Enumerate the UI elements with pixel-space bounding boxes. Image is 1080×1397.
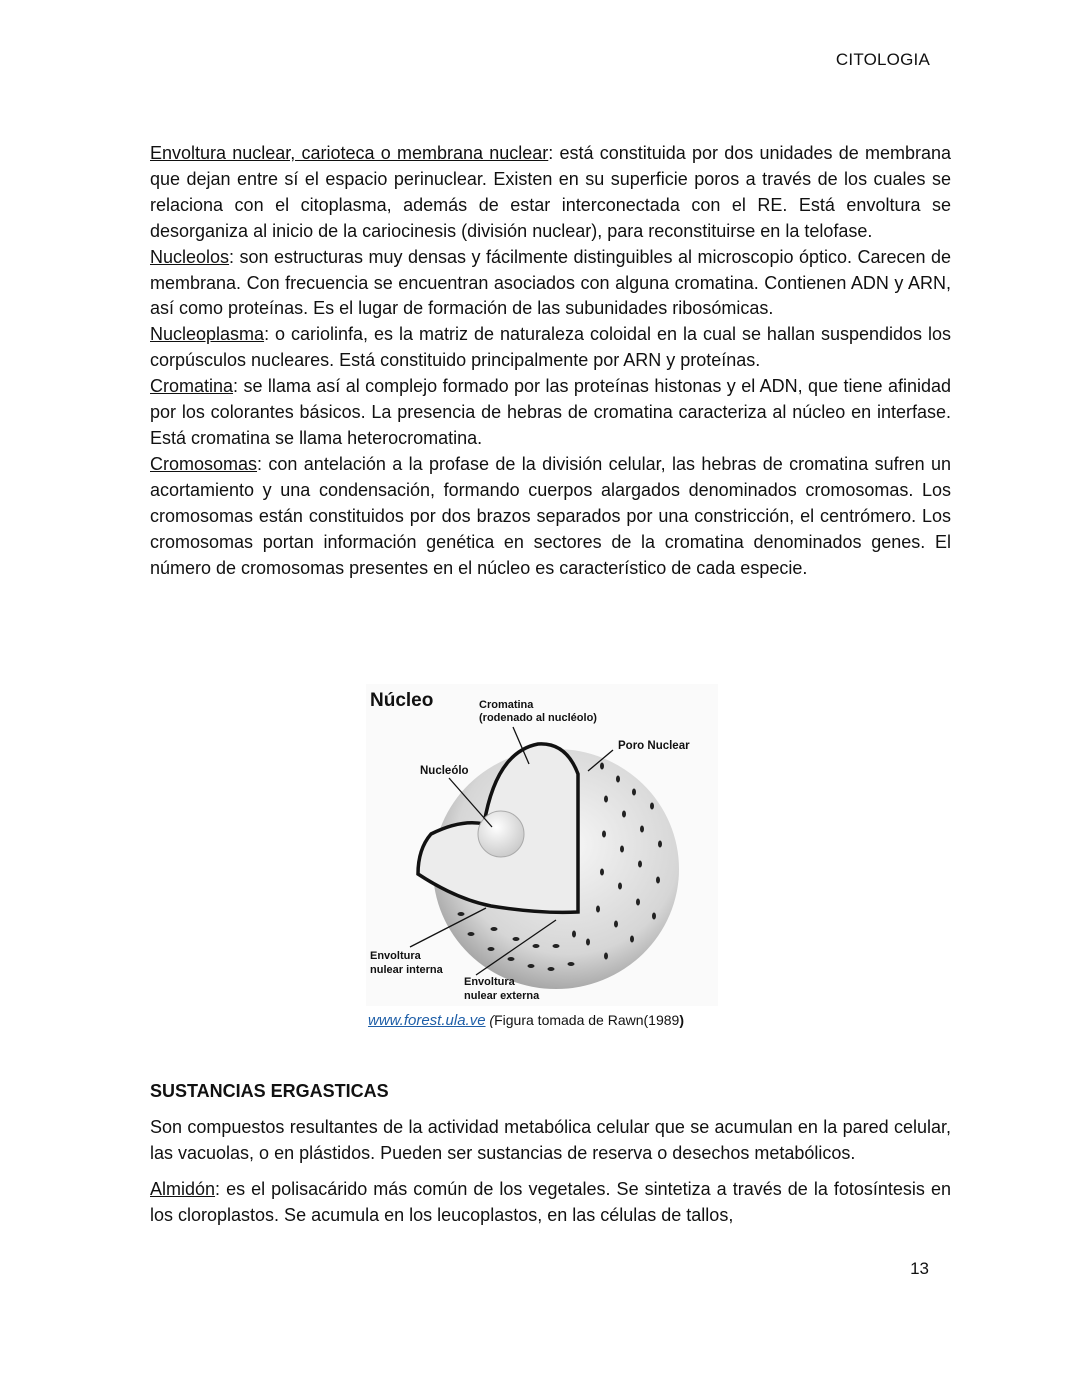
caption-text: Figura tomada de Rawn(1989 bbox=[494, 1012, 680, 1028]
paragraph-text: : es el polisacárido más común de los vegetales. Se sintetiza a través de la fotosíntesis en los cloroplastos. Se acumula en los leucoplastos, en las células de tallos, bbox=[150, 1178, 951, 1225]
page-number: 13 bbox=[910, 1259, 929, 1278]
paragraph-nucleoplasma bbox=[150, 322, 951, 374]
section-heading: SUSTANCIAS ERGASTICAS bbox=[150, 1081, 389, 1101]
paragraph-text: : o cariolinfa, es la matriz de naturaleza coloidal en la cual se hallan suspendidos los corpúsculos nucleares. Está constituido principalmente por ARN y proteínas. bbox=[150, 324, 951, 371]
caption-paren-close: ) bbox=[679, 1012, 685, 1028]
figure-title: Núcleo bbox=[370, 690, 434, 711]
body-text bbox=[150, 141, 951, 581]
label-envoltura-externa-sub: nulear externa bbox=[464, 990, 540, 1002]
label-envoltura-interna-sub: nulear interna bbox=[370, 964, 443, 976]
term-envoltura: Envoltura nuclear, carioteca o membrana nuclear bbox=[150, 143, 549, 163]
label-cromatina: Cromatina bbox=[479, 699, 534, 711]
term-cromatina: Cromatina bbox=[150, 376, 234, 397]
paragraph-text: : se llama así al complejo formado por las proteínas histonas y el ADN, que tiene afinidad por los colorantes básicos. La presencia de hebras de cromatina caracteriza al núcleo en interfase. Está cromatina se llama heterocromatina. bbox=[150, 376, 951, 448]
label-envoltura-interna: Envoltura bbox=[370, 950, 421, 962]
term-nucleolos: Nucleolos bbox=[150, 246, 230, 267]
paragraph-almidon bbox=[150, 1177, 951, 1229]
paragraph-text: : con antelación a la profase de la división celular, las hebras de cromatina sufren un acortamiento y una condensación, formando cuerpos alargados denominados cromosomas. Los cromosomas están constituidos por dos brazos separados por una constricción, el centrómero. Los cromosomas portan información genética en sectores de la cromatina denominados genes. El número de cromosomas presentes en el núcleo es característico de cada especie. bbox=[150, 453, 951, 578]
nucleus-diagram-icon bbox=[366, 684, 718, 1006]
paragraph-text: : son estructuras muy densas y fácilmente distinguibles al microscopio óptico. Carecen de membrana. Con frecuencia se encuentran asociados con alguna cromatina. Contienen ADN y ARN, así como proteínas. Es el lugar de formación de las subunidades ribosómicas. bbox=[150, 246, 951, 319]
term-cromosomas: Cromosomas bbox=[150, 453, 258, 474]
paragraph-cromatina bbox=[150, 374, 951, 452]
label-envoltura-externa: Envoltura bbox=[464, 976, 515, 988]
paragraph-envoltura bbox=[150, 141, 951, 245]
nucleus-figure bbox=[366, 684, 718, 1006]
section-sustancias-ergasticas bbox=[150, 1079, 951, 1239]
term-nucleoplasma: Nucleoplasma bbox=[150, 324, 265, 345]
source-link[interactable]: www.forest.ula.ve bbox=[368, 1012, 486, 1029]
paragraph-nucleolos bbox=[150, 245, 951, 323]
paragraph-cromosomas bbox=[150, 452, 951, 582]
caption-paren: ( bbox=[485, 1012, 495, 1028]
label-cromatina-sub: (rodenado al nucléolo) bbox=[479, 712, 597, 724]
section-intro: Son compuestos resultantes de la actividad metabólica celular que se acumulan en la pared celular, las vacuolas, o en plástidos. Pueden ser sustancias de reserva o desechos metabólicos. bbox=[150, 1116, 951, 1163]
running-header: CITOLOGIA bbox=[835, 50, 930, 69]
label-poro-nuclear: Poro Nuclear bbox=[618, 740, 690, 752]
figure-caption bbox=[368, 1012, 684, 1029]
paragraph-text: : está constituida por dos unidades de membrana que dejan entre sí el espacio perinuclear. Existen en su superficie poros a través de los cuales se relaciona con el citoplasma, además de estar interconectada con el RE. Está envoltura se desorganiza al inicio de la cariocinesis (división nuclear), para reconstituirse en la telofase. bbox=[150, 143, 951, 241]
label-nucleolo: Nucleólo bbox=[420, 765, 469, 777]
term-almidon: Almidón bbox=[150, 1178, 216, 1199]
